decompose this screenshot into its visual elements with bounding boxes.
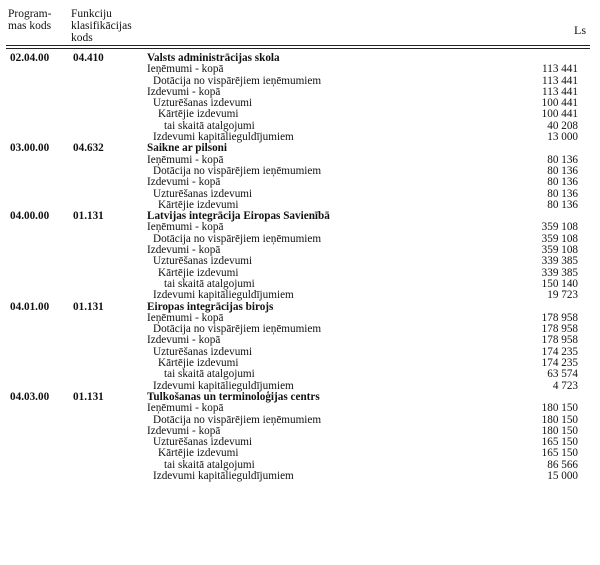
row-value: 80 136 [547, 198, 578, 211]
row-value: 63 574 [547, 368, 578, 381]
table-row [0, 290, 600, 301]
table-row [0, 98, 600, 109]
table-row [0, 448, 600, 459]
table-row [0, 245, 600, 256]
row-value: 178 958 [541, 323, 578, 336]
row-label: tai skaitā atalgojumi [164, 277, 255, 290]
table-row [0, 234, 600, 245]
row-value: 13 000 [547, 131, 578, 144]
row-label: Dotācija no vispārējiem ieņēmumiem [153, 413, 322, 426]
program-code: 04.03.00 [10, 390, 50, 403]
row-value: 100 441 [541, 97, 578, 110]
table-row [0, 460, 600, 471]
program-code: 04.00.00 [10, 210, 50, 223]
row-value: 80 136 [547, 164, 578, 177]
row-label: Izdevumi kapitālieguldījumiem [153, 469, 294, 482]
header-currency-unit: Ls [574, 23, 586, 37]
function-code: 01.131 [73, 300, 104, 313]
row-label: tai skaitā atalgojumi [164, 368, 255, 381]
program-code: 04.01.00 [10, 300, 50, 313]
table-row [0, 415, 600, 426]
table-row [0, 109, 600, 120]
table-row [0, 403, 600, 414]
row-value: 40 208 [547, 119, 578, 132]
row-value: 178 958 [541, 334, 578, 347]
section-header [0, 302, 600, 313]
row-value: 339 385 [541, 266, 578, 279]
row-value: 19 723 [547, 289, 578, 302]
row-value: 178 958 [541, 311, 578, 324]
row-label: Ieņēmumi - kopā [147, 402, 224, 415]
row-label: Izdevumi kapitālieguldījumiem [153, 379, 294, 392]
row-value: 180 150 [541, 402, 578, 415]
row-label: Kārtējie izdevumi [158, 108, 239, 121]
row-label: Ieņēmumi - kopā [147, 311, 224, 324]
row-label: Uzturēšanas izdevumi [153, 436, 253, 449]
function-code: 01.131 [73, 390, 104, 403]
row-label: Izdevumi kapitālieguldījumiem [153, 289, 294, 302]
table-row [0, 87, 600, 98]
row-value: 4 723 [552, 379, 578, 392]
row-label: Uzturēšanas izdevumi [153, 187, 253, 200]
table-row [0, 369, 600, 380]
section-title: Saikne ar pilsoni [147, 142, 228, 155]
row-label: Ieņēmumi - kopā [147, 221, 224, 234]
table-row [0, 279, 600, 290]
table-row [0, 177, 600, 188]
function-code: 01.131 [73, 210, 104, 223]
section-header [0, 392, 600, 403]
header-program-code: Program- mas kods [8, 8, 52, 32]
row-value: 113 441 [542, 74, 578, 87]
table-row [0, 358, 600, 369]
row-value: 80 136 [547, 153, 578, 166]
row-value: 86 566 [547, 458, 578, 471]
function-code: 04.632 [73, 142, 104, 155]
row-value: 359 108 [541, 244, 578, 257]
row-value: 100 441 [541, 108, 578, 121]
row-label: Ieņēmumi - kopā [147, 153, 224, 166]
row-label: Izdevumi kapitālieguldījumiem [153, 131, 294, 144]
table-row [0, 437, 600, 448]
program-code: 02.04.00 [10, 52, 50, 64]
section-header [0, 143, 600, 154]
row-label: Uzturēšanas izdevumi [153, 345, 253, 358]
row-value: 339 385 [541, 255, 578, 268]
section-title: Valsts administrācijas skola [147, 52, 280, 64]
table-row [0, 426, 600, 437]
row-label: Kārtējie izdevumi [158, 198, 239, 211]
section-title: Eiropas integrācijas birojs [147, 300, 274, 313]
section-header [0, 53, 600, 64]
table-row [0, 324, 600, 335]
function-code: 04.410 [73, 52, 104, 64]
row-value: 150 140 [541, 277, 578, 290]
row-value: 180 150 [541, 413, 578, 426]
row-value: 15 000 [547, 469, 578, 482]
row-label: Izdevumi - kopā [147, 176, 221, 189]
table-row [0, 335, 600, 346]
table-row [0, 268, 600, 279]
program-code: 03.00.00 [10, 142, 50, 155]
row-label: tai skaitā atalgojumi [164, 458, 255, 471]
row-value: 174 235 [541, 357, 578, 370]
row-label: Dotācija no vispārējiem ieņēmumiem [153, 232, 322, 245]
table-row [0, 64, 600, 75]
header-function-code: Funkciju klasifikācijas kods [71, 8, 132, 44]
row-value: 180 150 [541, 424, 578, 437]
table-row [0, 76, 600, 87]
row-label: Izdevumi - kopā [147, 85, 221, 98]
header-divider-bottom [6, 48, 590, 49]
row-label: Uzturēšanas izdevumi [153, 97, 253, 110]
row-label: Ieņēmumi - kopā [147, 63, 224, 76]
row-value: 80 136 [547, 187, 578, 200]
row-value: 165 150 [541, 447, 578, 460]
table-row [0, 256, 600, 267]
row-value: 113 441 [542, 63, 578, 76]
table-row [0, 471, 600, 482]
row-label: Dotācija no vispārējiem ieņēmumiem [153, 164, 322, 177]
section-title: Tulkošanas un terminoloģijas centrs [147, 390, 320, 403]
row-label: Kārtējie izdevumi [158, 357, 239, 370]
row-label: Izdevumi - kopā [147, 244, 221, 257]
row-value: 174 235 [541, 345, 578, 358]
row-label: Izdevumi - kopā [147, 334, 221, 347]
table-row [0, 189, 600, 200]
table-row [0, 347, 600, 358]
row-value: 165 150 [541, 436, 578, 449]
row-value: 113 441 [542, 85, 578, 98]
row-label: Uzturēšanas izdevumi [153, 255, 253, 268]
header-divider-top [6, 45, 590, 46]
table-row [0, 121, 600, 132]
section-title: Latvijas integrācija Eiropas Savienībā [147, 210, 330, 223]
row-value: 359 108 [541, 232, 578, 245]
row-label: Dotācija no vispārējiem ieņēmumiem [153, 323, 322, 336]
section-header [0, 211, 600, 222]
row-value: 359 108 [541, 221, 578, 234]
row-label: Kārtējie izdevumi [158, 447, 239, 460]
budget-table [0, 53, 600, 482]
row-value: 80 136 [547, 176, 578, 189]
row-label: Kārtējie izdevumi [158, 266, 239, 279]
row-label: tai skaitā atalgojumi [164, 119, 255, 132]
row-label: Izdevumi - kopā [147, 424, 221, 437]
table-row [0, 166, 600, 177]
row-label: Dotācija no vispārējiem ieņēmumiem [153, 74, 322, 87]
